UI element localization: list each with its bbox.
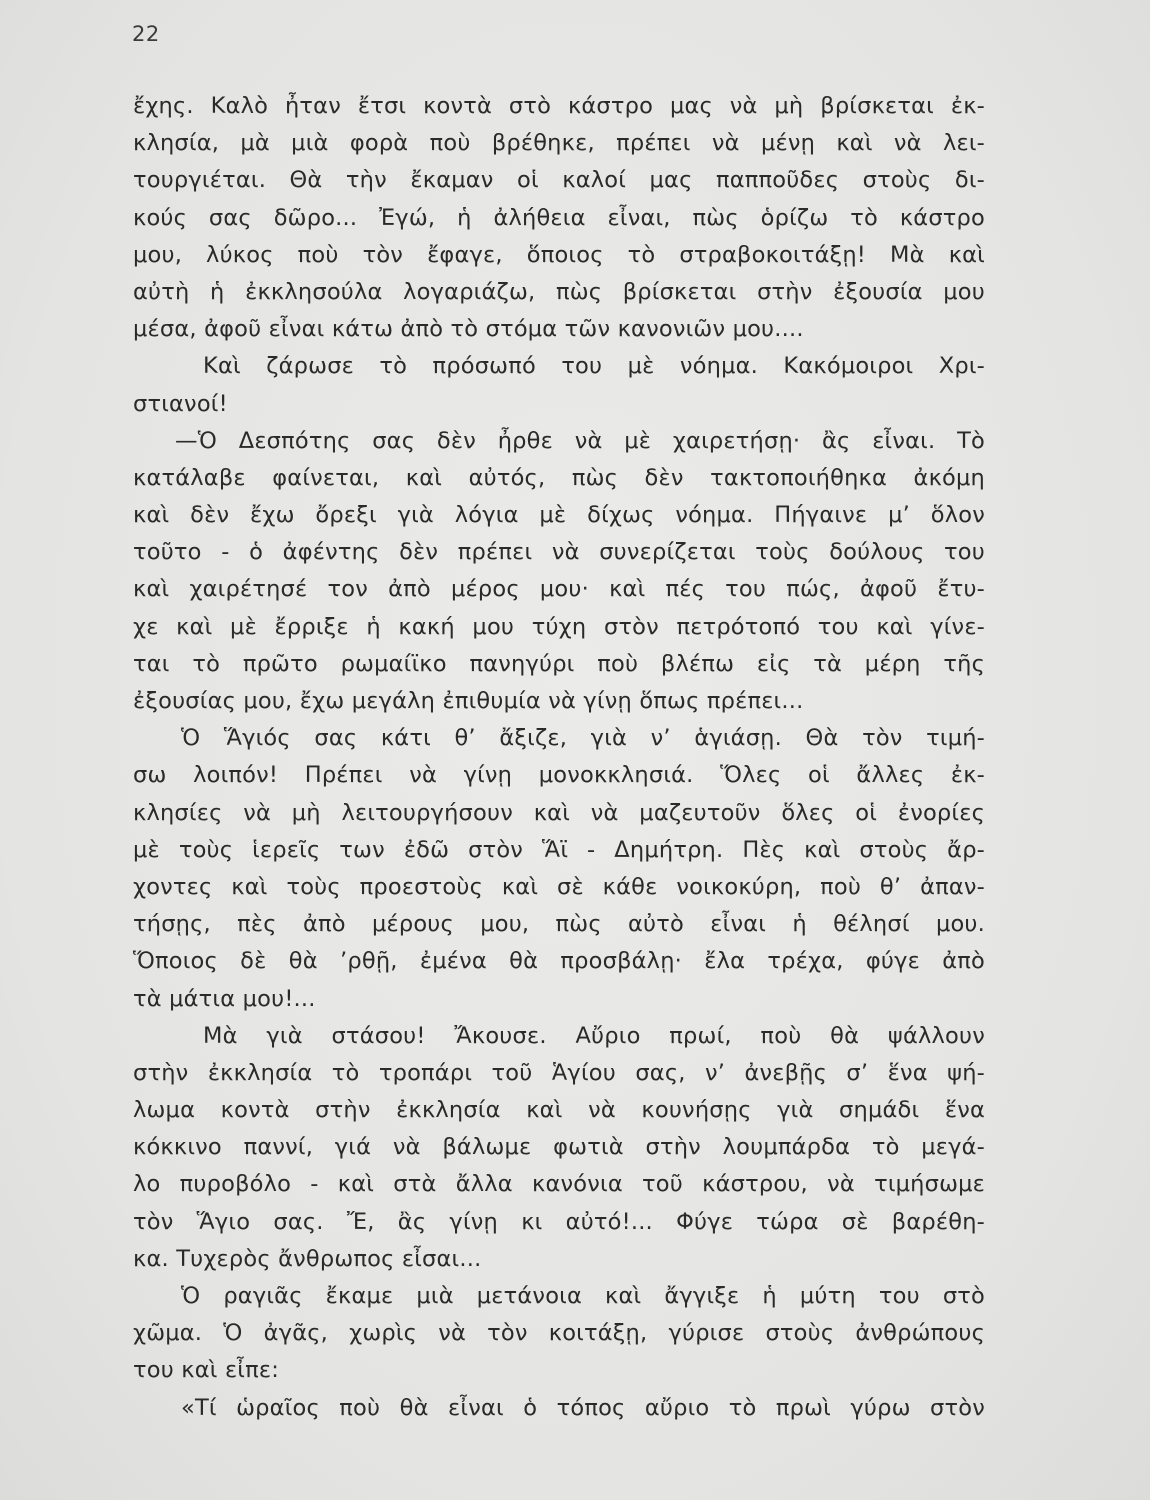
text-line: χε καὶ μὲ ἔρριξε ἡ κακή μου τύχη στὸν πετρότοπό του καὶ γίνε- — [133, 613, 985, 640]
text-line: κόκκινο παννί, γιά νὰ βάλωμε φωτιὰ στὴν λουμπάρδα τὸ μεγά- — [133, 1134, 985, 1161]
text-line: τὸν Ἅγιο σας. Ἔ, ἂς γίνῃ κι αὐτό!... Φύγε τώρα σὲ βαρέθη- — [133, 1208, 985, 1235]
text-line: χοντες καὶ τοὺς προεστοὺς καὶ σὲ κάθε νοικοκύρη, ποὺ θ’ ἀπαν- — [133, 873, 985, 900]
text-line: —Ὁ Δεσπότης σας δὲν ἦρθε νὰ μὲ χαιρετήσῃ· ἂς εἶναι. Τὸ — [175, 427, 985, 454]
text-line: στὴν ἐκκλησία τὸ τροπάρι τοῦ Ἁγίου σας, ν’ ἀνεβῇς σ’ ἕνα ψή- — [133, 1059, 985, 1086]
text-line: τοῦτο - ὁ ἀφέντης δὲν πρέπει νὰ συνερίζεται τοὺς δούλους του — [133, 539, 985, 566]
text-line: κλησίες νὰ μὴ λειτουργήσουν καὶ νὰ μαζευτοῦν ὅλες οἱ ἐνορίες — [133, 799, 985, 826]
text-line: καὶ δὲν ἔχω ὄρεξι γιὰ λόγια μὲ δίχως νόημα. Πήγαινε μ’ ὅλον — [133, 502, 985, 529]
text-line: αὐτὴ ἡ ἐκκλησούλα λογαριάζω, πὼς βρίσκεται στὴν ἐξουσία μου — [133, 278, 985, 305]
text-line: ἔχης. Καλὸ ἦταν ἔτσι κοντὰ στὸ κάστρο μας νὰ μὴ βρίσκεται ἐκ- — [133, 93, 985, 119]
text-line: Ὅποιος δὲ θὰ ’ρθῇ, ἐμένα θὰ προσβάλῃ· ἔλα τρέχα, φύγε ἀπὸ — [133, 948, 985, 975]
text-line: του καὶ εἶπε: — [133, 1357, 280, 1384]
body-text — [133, 88, 985, 1427]
text-line: κα. Τυχερὸς ἄνθρωπος εἶσαι... — [133, 1245, 482, 1272]
text-line: κατάλαβε φαίνεται, καὶ αὐτός, πὼς δὲν τακτοποιήθηκα ἀκόμη — [133, 464, 985, 491]
page-number: 22 — [132, 22, 160, 46]
text-line: στιανοί! — [133, 390, 228, 417]
text-line: Ὁ ραγιᾶς ἔκαμε μιὰ μετάνοια καὶ ἄγγιξε ἡ μύτη του στὸ — [181, 1283, 985, 1309]
text-line: ἐξουσίας μου, ἔχω μεγάλη ἐπιθυμία νὰ γίνῃ ὅπως πρέπει... — [133, 688, 804, 714]
text-line: λο πυροβόλο - καὶ στὰ ἄλλα κανόνια τοῦ κάστρου, νὰ τιμήσωμε — [133, 1171, 985, 1198]
text-line: «Τί ὡραῖος ποὺ θὰ εἶναι ὁ τόπος αὔριο τὸ πρωὶ γύρω στὸν — [181, 1394, 985, 1421]
text-line: Καὶ ζάρωσε τὸ πρόσωπό του μὲ νόημα. Κακόμοιροι Χρι- — [203, 353, 985, 380]
text-line: καὶ χαιρέτησέ τον ἀπὸ μέρος μου· καὶ πές του πώς, ἀφοῦ ἔτυ- — [133, 576, 985, 603]
text-line: μου, λύκος ποὺ τὸν ἔφαγε, ὅποιος τὸ στραβοκοιτάξῃ! Μὰ καὶ — [133, 241, 985, 268]
text-line: Μὰ γιὰ στάσου! Ἄκουσε. Αὔριο πρωί, ποὺ θὰ ψάλλουν — [203, 1022, 985, 1049]
text-line: Ὁ Ἅγιός σας κάτι θ’ ἄξιζε, γιὰ ν’ ἁγιάσῃ. Θὰ τὸν τιμή- — [181, 725, 985, 752]
text-line: χῶμα. Ὁ ἀγᾶς, χωρὶς νὰ τὸν κοιτάξῃ, γύρισε στοὺς ἀνθρώπους — [133, 1320, 985, 1347]
text-line: σω λοιπόν! Πρέπει νὰ γίνῃ μονοκκλησιά. Ὅλες οἱ ἄλλες ἐκ- — [133, 762, 985, 789]
text-line: μὲ τοὺς ἱερεῖς των ἐδῶ στὸν Ἅϊ - Δημήτρη. Πὲς καὶ στοὺς ἄρ- — [133, 836, 985, 863]
text-line: μέσα, ἀφοῦ εἶναι κάτω ἀπὸ τὸ στόμα τῶν κανονιῶν μου.... — [133, 316, 804, 343]
text-line: τήσῃς, πὲς ἀπὸ μέρους μου, πὼς αὐτὸ εἶναι ἡ θέλησί μου. — [133, 911, 985, 938]
text-line: τὰ μάτια μου!... — [133, 985, 316, 1012]
text-line: λωμα κοντὰ στὴν ἐκκλησία καὶ νὰ κουνήσῃς γιὰ σημάδι ἕνα — [133, 1097, 985, 1124]
text-line: ται τὸ πρῶτο ρωμαίϊκο πανηγύρι ποὺ βλέπω εἰς τὰ μέρη τῆς — [133, 650, 985, 677]
text-line: κούς σας δῶρο... Ἐγώ, ἡ ἀλήθεια εἶναι, πὼς ὁρίζω τὸ κάστρο — [133, 204, 985, 231]
text-line: κλησία, μὰ μιὰ φορὰ ποὺ βρέθηκε, πρέπει νὰ μένῃ καὶ νὰ λει- — [133, 130, 985, 157]
text-line: τουργιέται. Θὰ τὴν ἔκαμαν οἱ καλοί μας παπποῦδες στοὺς δι- — [133, 167, 985, 194]
